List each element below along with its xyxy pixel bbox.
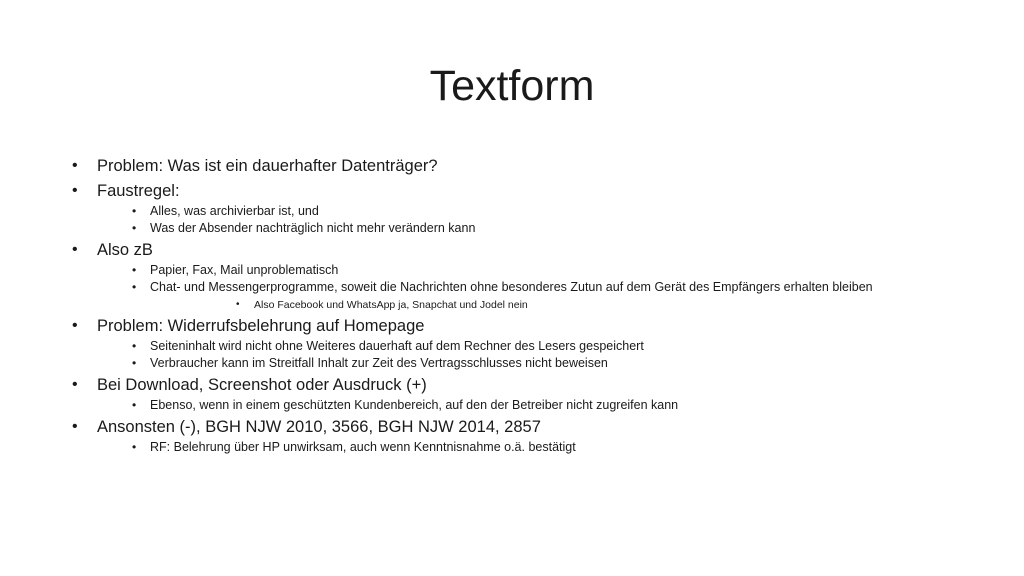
slide-title: Textform bbox=[429, 62, 595, 110]
sub-list bbox=[97, 398, 970, 413]
bullet-text: Ansonsten (-), BGH NJW 2010, 3566, BGH NJW 2014, 2857 bbox=[97, 418, 541, 436]
bullet-text: Bei Download, Screenshot oder Ausdruck (+) bbox=[97, 376, 427, 394]
sub-bullet-text: Verbraucher kann im Streitfall Inhalt zur Zeit des Vertragsschlusses nicht beweisen bbox=[150, 356, 608, 370]
sub-bullet-text: RF: Belehrung über HP unwirksam, auch wenn Kenntnisnahme o.ä. bestätigt bbox=[150, 440, 576, 454]
bullet-faustregel bbox=[70, 180, 970, 236]
sub-bullet-text: Chat- und Messengerprogramme, soweit die Nachrichten ohne besonderes Zutun auf dem Gerät des Empfängers erhalten bleiben bbox=[150, 280, 873, 294]
sub-bullet bbox=[97, 398, 970, 413]
sub-sub-bullet bbox=[150, 298, 970, 312]
sub-bullet bbox=[97, 221, 970, 236]
sub-bullet bbox=[97, 440, 970, 455]
bullet-ansonsten bbox=[70, 416, 970, 455]
bullet-text: Also zB bbox=[97, 241, 153, 259]
bullet-list bbox=[70, 152, 970, 457]
sub-bullet-text: Alles, was archivierbar ist, und bbox=[150, 204, 319, 218]
sub-list bbox=[97, 440, 970, 455]
sub-bullet-text: Papier, Fax, Mail unproblematisch bbox=[150, 263, 339, 277]
sub-bullet bbox=[97, 263, 970, 278]
bullet-download bbox=[70, 374, 970, 413]
bullet-widerrufsbelehrung bbox=[70, 315, 970, 371]
sub-list bbox=[97, 204, 970, 236]
sub-list bbox=[97, 263, 970, 312]
bullet-text: Faustregel: bbox=[97, 182, 180, 200]
sub-bullet bbox=[97, 356, 970, 371]
sub-bullet bbox=[97, 339, 970, 354]
bullet-text: Problem: Was ist ein dauerhafter Datenträger? bbox=[97, 157, 438, 175]
sub-list bbox=[97, 339, 970, 371]
sub-bullet-text: Seiteninhalt wird nicht ohne Weiteres dauerhaft auf dem Rechner des Lesers gespeichert bbox=[150, 339, 644, 353]
bullet-also-zb bbox=[70, 239, 970, 312]
sub-sub-list bbox=[150, 298, 970, 312]
sub-bullet bbox=[97, 204, 970, 219]
bullet-problem-storage bbox=[70, 155, 970, 177]
bullet-text: Problem: Widerrufsbelehrung auf Homepage bbox=[97, 317, 425, 335]
sub-bullet-text: Was der Absender nachträglich nicht mehr verändern kann bbox=[150, 221, 476, 235]
sub-sub-bullet-text: Also Facebook und WhatsApp ja, Snapchat und Jodel nein bbox=[254, 299, 528, 311]
sub-bullet-text: Ebenso, wenn in einem geschützten Kundenbereich, auf den der Betreiber nicht zugreifen kann bbox=[150, 398, 679, 412]
sub-bullet bbox=[97, 280, 970, 312]
